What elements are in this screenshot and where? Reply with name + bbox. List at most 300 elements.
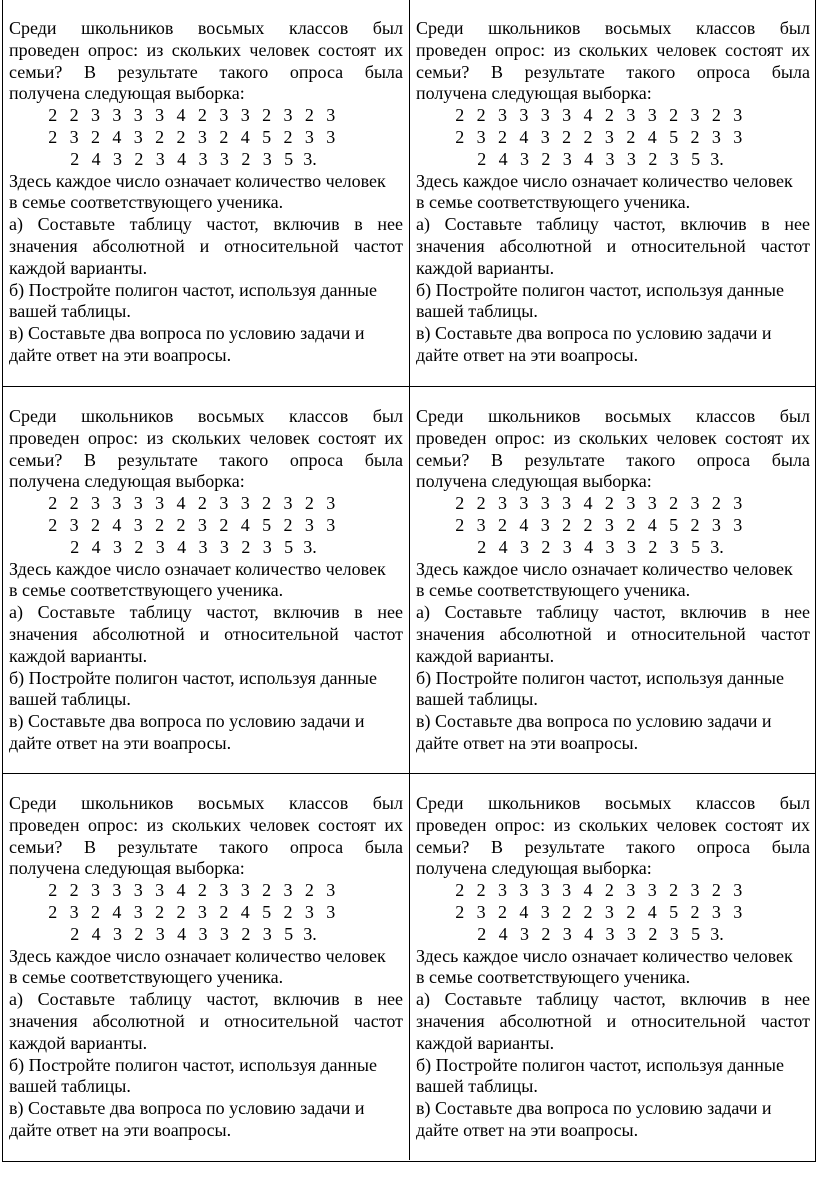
question-a-line: значения абсолютной и относительной частот [416, 1010, 810, 1031]
sample-value: 4 [176, 880, 186, 901]
sample-value: 2 [134, 148, 144, 169]
task-explanation-line: Здесь каждое число означает количество человек [416, 170, 793, 191]
task-explanation-line: в семье соответствующего ученика. [416, 192, 691, 213]
sample-value: 3. [710, 923, 724, 944]
sample-value: 3 [90, 493, 100, 514]
sample-row [9, 515, 403, 537]
sample-value: 3 [540, 126, 550, 147]
sample-value: 3 [626, 105, 636, 126]
sample-value: 2 [455, 493, 465, 514]
question-a-line: каждой варианты. [416, 1032, 555, 1053]
sample-value: 4 [177, 536, 187, 557]
sample-value: 3 [626, 923, 636, 944]
sample-value: 4 [112, 901, 122, 922]
sample-value: 2 [155, 126, 165, 147]
sample-value: 3 [711, 901, 721, 922]
task-intro-line: Среди школьников восьмых классов был [416, 18, 810, 38]
sample-value: 3 [604, 126, 614, 147]
sample-value: 2 [304, 880, 314, 901]
question-a-line: а) Составьте таблицу частот, включив в нее [9, 989, 403, 1010]
sample-value: 3 [497, 493, 507, 514]
sample-value: 3 [112, 536, 122, 557]
sample-value: 2 [497, 514, 507, 535]
sample-value: 3 [519, 493, 529, 514]
sample-value: 2 [304, 105, 314, 126]
sample-value: 4 [498, 536, 508, 557]
sample-row [9, 880, 403, 902]
sample-value: 5 [669, 514, 679, 535]
question-b-line: вашей таблицы. [9, 689, 131, 710]
sample-value: 3 [476, 126, 486, 147]
task-intro-line: семьи? В результате такого опроса была [416, 449, 810, 470]
sample-value: 4 [519, 901, 529, 922]
question-a-line: а) Составьте таблицу частот, включив в нее [9, 602, 403, 623]
sample-value: 3 [197, 514, 207, 535]
task-intro-line: семьи? В результате такого опроса была [416, 61, 810, 82]
question-v-line: дайте ответ на эти воапросы. [9, 344, 232, 365]
sample-value: 3 [647, 493, 657, 514]
sample-value: 3 [262, 536, 272, 557]
sample-value: 3 [540, 493, 550, 514]
sample-value: 3 [198, 923, 208, 944]
sample-value: 3 [283, 493, 293, 514]
sample-value: 3 [711, 514, 721, 535]
sample-value: 3 [626, 880, 636, 901]
sample-value: 3 [605, 148, 615, 169]
sample-value: 2 [219, 901, 229, 922]
sample-value: 4 [519, 126, 529, 147]
sample-value: 3 [540, 880, 550, 901]
sample-value: 3 [669, 923, 679, 944]
task-intro-line: получена следующая выборка: [416, 858, 652, 879]
sample-value: 2 [541, 536, 551, 557]
task-card [410, 0, 816, 387]
sample-value: 4 [91, 536, 101, 557]
sample-value: 4 [240, 126, 250, 147]
sample-value: 2 [690, 514, 700, 535]
sample-value: 4 [91, 148, 101, 169]
sample-value: 2 [241, 148, 251, 169]
sample-value: 3 [112, 493, 122, 514]
sample-value: 2 [90, 901, 100, 922]
sample-value: 3 [69, 901, 79, 922]
question-b-line: б) Постройте полигон частот, используя данные [416, 279, 784, 300]
sample-value: 3 [219, 493, 229, 514]
sample-value: 2 [197, 105, 207, 126]
sample-row [416, 149, 810, 171]
sample-value: 2 [176, 901, 186, 922]
question-a-line: а) Составьте таблицу частот, включив в нее [416, 214, 810, 235]
sample-value: 2 [497, 901, 507, 922]
sample-value: 2 [604, 105, 614, 126]
task-intro-line: проведен опрос: из скольких человек состоят их [416, 39, 810, 60]
sample-value: 2 [69, 105, 79, 126]
task-explanation-line: в семье соответствующего ученика. [416, 580, 691, 601]
sample-value: 2 [648, 923, 658, 944]
sample-value: 3 [90, 105, 100, 126]
sample-value: 3 [690, 493, 700, 514]
task-cards-grid [2, 0, 816, 1162]
sample-value: 3 [155, 148, 165, 169]
sample-value: 2 [711, 880, 721, 901]
task-card [410, 387, 816, 774]
task-explanation-line: в семье соответствующего ученика. [9, 967, 284, 988]
sample-value: 4 [519, 514, 529, 535]
sample-value: 3 [690, 880, 700, 901]
sample-value: 3 [690, 105, 700, 126]
sample-value: 3 [155, 880, 165, 901]
task-intro-line: проведен опрос: из скольких человек состоят их [9, 814, 403, 835]
task-intro-line: проведен опрос: из скольких человек состоят их [9, 39, 403, 60]
sample-row [416, 537, 810, 559]
task-card [3, 774, 410, 1160]
sample-value: 2 [155, 514, 165, 535]
question-a-line: а) Составьте таблицу частот, включив в нее [416, 602, 810, 623]
sample-value: 3 [112, 880, 122, 901]
sample-value: 4 [584, 148, 594, 169]
sample-value: 2 [455, 514, 465, 535]
sample-value: 3 [326, 514, 336, 535]
sample-value: 4 [498, 148, 508, 169]
sample-value: 2 [476, 105, 486, 126]
task-intro-line: семьи? В результате такого опроса была [416, 836, 810, 857]
question-v-line: в) Составьте два вопроса по условию задачи и [416, 323, 772, 344]
sample-value: 3 [669, 536, 679, 557]
sample-value: 2 [455, 126, 465, 147]
question-v-line: в) Составьте два вопроса по условию задачи и [416, 1098, 772, 1119]
sample-row [9, 105, 403, 127]
sample-value: 3 [326, 493, 336, 514]
sample-value: 2 [626, 126, 636, 147]
sample-value: 2 [283, 126, 293, 147]
sample-value: 2 [283, 514, 293, 535]
sample-value: 2 [283, 901, 293, 922]
sample-value: 2 [219, 126, 229, 147]
sample-value: 3 [219, 536, 229, 557]
task-intro-line: семьи? В результате такого опроса была [9, 61, 403, 82]
sample-value: 3 [711, 126, 721, 147]
sample-value: 2 [69, 880, 79, 901]
sample-value: 3 [133, 126, 143, 147]
sample-value: 2 [690, 901, 700, 922]
sample-value: 3 [604, 514, 614, 535]
sample-value: 2 [219, 514, 229, 535]
sample-value: 3 [304, 126, 314, 147]
question-a-line: каждой варианты. [9, 645, 148, 666]
sample-row [416, 880, 810, 902]
sample-value: 3 [733, 901, 743, 922]
sample-value: 2 [604, 880, 614, 901]
question-b-line: вашей таблицы. [416, 1076, 538, 1097]
sample-value: 2 [476, 880, 486, 901]
task-intro-line: проведен опрос: из скольких человек состоят их [416, 814, 810, 835]
sample-value: 4 [240, 901, 250, 922]
sample-value: 3 [133, 493, 143, 514]
sample-row [9, 127, 403, 149]
sample-value: 3 [562, 105, 572, 126]
sample-value: 2 [690, 126, 700, 147]
question-b-line: б) Постройте полигон частот, используя данные [416, 667, 784, 688]
sample-value: 2 [562, 126, 572, 147]
sample-value: 2 [134, 536, 144, 557]
sample-value: 3 [605, 536, 615, 557]
question-v-line: в) Составьте два вопроса по условию задачи и [9, 323, 365, 344]
sample-row [416, 515, 810, 537]
sample-value: 2 [626, 514, 636, 535]
sample-value: 2 [70, 148, 80, 169]
sample-value: 3 [497, 880, 507, 901]
sample-value: 2 [669, 105, 679, 126]
sample-value: 3 [626, 536, 636, 557]
sample-value: 2 [155, 901, 165, 922]
task-intro-line: получена следующая выборка: [416, 471, 652, 492]
sample-value: 3 [326, 880, 336, 901]
sample-value: 4 [177, 148, 187, 169]
sample-value: 2 [262, 880, 272, 901]
task-explanation-line: в семье соответствующего ученика. [9, 192, 284, 213]
sample-value: 3 [519, 923, 529, 944]
sample-value: 3 [669, 148, 679, 169]
question-a-line: каждой варианты. [9, 257, 148, 278]
sample-row [9, 537, 403, 559]
sample-value: 3 [647, 880, 657, 901]
task-intro-line: Среди школьников восьмых классов был [9, 793, 403, 813]
sample-value: 3 [155, 923, 165, 944]
question-a-line: а) Составьте таблицу частот, включив в нее [9, 214, 403, 235]
sample-value: 2 [583, 126, 593, 147]
sample-value: 3 [519, 148, 529, 169]
sample-row [9, 902, 403, 924]
sample-value: 3 [519, 880, 529, 901]
question-b-line: вашей таблицы. [416, 301, 538, 322]
sample-value: 3 [155, 536, 165, 557]
sample-value: 3 [112, 105, 122, 126]
question-v-line: дайте ответ на эти воапросы. [9, 732, 232, 753]
sample-value: 4 [240, 514, 250, 535]
sample-value: 3 [562, 880, 572, 901]
task-explanation-line: в семье соответствующего ученика. [9, 580, 284, 601]
sample-value: 2 [176, 126, 186, 147]
sample-value: 3 [133, 105, 143, 126]
question-a-line: значения абсолютной и относительной частот [9, 623, 403, 644]
sample-value: 3 [155, 105, 165, 126]
sample-row [416, 924, 810, 946]
task-explanation-line: Здесь каждое число означает количество человек [416, 945, 793, 966]
question-v-line: дайте ответ на эти воапросы. [416, 344, 639, 365]
question-b-line: б) Постройте полигон частот, используя данные [416, 1054, 784, 1075]
sample-value: 4 [583, 493, 593, 514]
sample-value: 3 [476, 901, 486, 922]
question-v-line: в) Составьте два вопроса по условию задачи и [9, 711, 365, 732]
question-b-line: вашей таблицы. [416, 689, 538, 710]
question-a-line: а) Составьте таблицу частот, включив в нее [416, 989, 810, 1010]
task-explanation-line: Здесь каждое число означает количество человек [416, 558, 793, 579]
sample-value: 3 [112, 923, 122, 944]
sample-value: 2 [262, 105, 272, 126]
task-intro-line: Среди школьников восьмых классов был [416, 793, 810, 813]
sample-value: 2 [711, 105, 721, 126]
sample-value: 2 [241, 923, 251, 944]
sample-value: 5 [669, 901, 679, 922]
sample-value: 2 [48, 105, 58, 126]
sample-value: 5 [669, 126, 679, 147]
sample-value: 3. [710, 536, 724, 557]
sample-value: 3. [303, 536, 317, 557]
sample-value: 4 [584, 923, 594, 944]
task-explanation-line: Здесь каждое число означает количество человек [9, 945, 386, 966]
sample-value: 2 [477, 536, 487, 557]
sample-value: 3 [476, 514, 486, 535]
sample-value: 2 [669, 880, 679, 901]
sample-value: 4 [176, 105, 186, 126]
question-b-line: б) Постройте полигон частот, используя данные [9, 279, 377, 300]
sample-value: 2 [70, 923, 80, 944]
sample-value: 2 [176, 514, 186, 535]
sample-value: 2 [562, 514, 572, 535]
question-v-line: в) Составьте два вопроса по условию задачи и [416, 711, 772, 732]
question-v-line: дайте ответ на эти воапросы. [9, 1119, 232, 1140]
sample-value: 2 [604, 493, 614, 514]
sample-value: 3 [112, 148, 122, 169]
sample-value: 2 [48, 901, 58, 922]
sample-value: 2 [497, 126, 507, 147]
sample-value: 2 [541, 923, 551, 944]
sample-value: 3. [303, 923, 317, 944]
sample-value: 2 [648, 148, 658, 169]
sample-value: 3 [519, 536, 529, 557]
sample-value: 3 [219, 148, 229, 169]
question-a-line: каждой варианты. [416, 645, 555, 666]
sample-value: 3 [198, 148, 208, 169]
sample-value: 3. [303, 148, 317, 169]
question-a-line: значения абсолютной и относительной частот [416, 235, 810, 256]
sample-value: 3 [647, 105, 657, 126]
sample-value: 4 [112, 514, 122, 535]
sample-value: 5 [691, 536, 701, 557]
sample-value: 4 [91, 923, 101, 944]
sample-value: 2 [69, 493, 79, 514]
task-intro-line: семьи? В результате такого опроса была [9, 449, 403, 470]
sample-value: 2 [48, 514, 58, 535]
question-a-line: каждой варианты. [416, 257, 555, 278]
task-intro-line: получена следующая выборка: [416, 83, 652, 104]
sample-value: 3 [326, 126, 336, 147]
question-b-line: б) Постройте полигон частот, используя данные [9, 1054, 377, 1075]
sample-value: 3 [540, 901, 550, 922]
sample-value: 2 [241, 536, 251, 557]
sample-value: 3 [304, 901, 314, 922]
task-intro-line: получена следующая выборка: [9, 83, 245, 104]
task-intro-line: проведен опрос: из скольких человек состоят их [9, 427, 403, 448]
sample-value: 3 [497, 105, 507, 126]
sample-row [9, 493, 403, 515]
sample-value: 2 [304, 493, 314, 514]
sample-row [9, 924, 403, 946]
sample-value: 3 [133, 880, 143, 901]
sample-value: 3 [69, 126, 79, 147]
task-intro-line: Среди школьников восьмых классов был [416, 406, 810, 426]
sample-value: 2 [669, 493, 679, 514]
question-b-line: б) Постройте полигон частот, используя данные [9, 667, 377, 688]
sample-row [416, 105, 810, 127]
sample-row [416, 127, 810, 149]
sample-value: 4 [647, 901, 657, 922]
sample-value: 2 [197, 493, 207, 514]
sample-value: 3 [283, 880, 293, 901]
sample-value: 2 [197, 880, 207, 901]
sample-value: 3 [219, 880, 229, 901]
sample-value: 3 [90, 880, 100, 901]
task-intro-line: семьи? В результате такого опроса была [9, 836, 403, 857]
sample-value: 3 [733, 126, 743, 147]
sample-value: 2 [455, 105, 465, 126]
sample-value: 2 [455, 901, 465, 922]
sample-value: 5 [284, 923, 294, 944]
question-v-line: дайте ответ на эти воапросы. [416, 1119, 639, 1140]
sample-value: 4 [112, 126, 122, 147]
task-explanation-line: в семье соответствующего ученика. [416, 967, 691, 988]
sample-value: 3 [326, 105, 336, 126]
sample-value: 3 [519, 105, 529, 126]
task-explanation-line: Здесь каждое число означает количество человек [9, 558, 386, 579]
sample-value: 5 [691, 923, 701, 944]
sample-value: 2 [70, 536, 80, 557]
sample-value: 3 [240, 493, 250, 514]
question-a-line: каждой варианты. [9, 1032, 148, 1053]
sample-value: 2 [134, 923, 144, 944]
sample-value: 3 [262, 923, 272, 944]
sample-value: 5 [262, 514, 272, 535]
sample-value: 5 [284, 148, 294, 169]
sample-value: 3 [604, 901, 614, 922]
sample-value: 5 [284, 536, 294, 557]
sample-value: 2 [262, 493, 272, 514]
sample-value: 3 [626, 148, 636, 169]
sample-value: 2 [626, 901, 636, 922]
sample-value: 5 [691, 148, 701, 169]
task-intro-line: проведен опрос: из скольких человек состоят их [416, 427, 810, 448]
question-b-line: вашей таблицы. [9, 1076, 131, 1097]
sample-value: 2 [711, 493, 721, 514]
task-card [3, 387, 410, 774]
sample-value: 2 [583, 514, 593, 535]
sample-value: 5 [262, 901, 272, 922]
task-intro-line: Среди школьников восьмых классов был [9, 406, 403, 426]
sample-value: 3 [197, 901, 207, 922]
sample-value: 3 [240, 880, 250, 901]
sample-value: 3. [710, 148, 724, 169]
sample-value: 2 [48, 880, 58, 901]
sample-value: 4 [583, 880, 593, 901]
sample-value: 4 [177, 923, 187, 944]
sample-value: 3 [304, 514, 314, 535]
sample-value: 3 [240, 105, 250, 126]
question-a-line: значения абсолютной и относительной частот [416, 623, 810, 644]
sample-value: 3 [733, 514, 743, 535]
sample-value: 2 [476, 493, 486, 514]
sample-value: 2 [477, 923, 487, 944]
sample-row [416, 902, 810, 924]
sample-value: 2 [90, 126, 100, 147]
sample-value: 3 [562, 923, 572, 944]
sample-value: 2 [562, 901, 572, 922]
sample-value: 3 [133, 514, 143, 535]
sample-value: 3 [540, 105, 550, 126]
question-v-line: дайте ответ на эти воапросы. [416, 732, 639, 753]
task-card [3, 0, 410, 387]
sample-value: 2 [455, 880, 465, 901]
question-v-line: в) Составьте два вопроса по условию задачи и [9, 1098, 365, 1119]
